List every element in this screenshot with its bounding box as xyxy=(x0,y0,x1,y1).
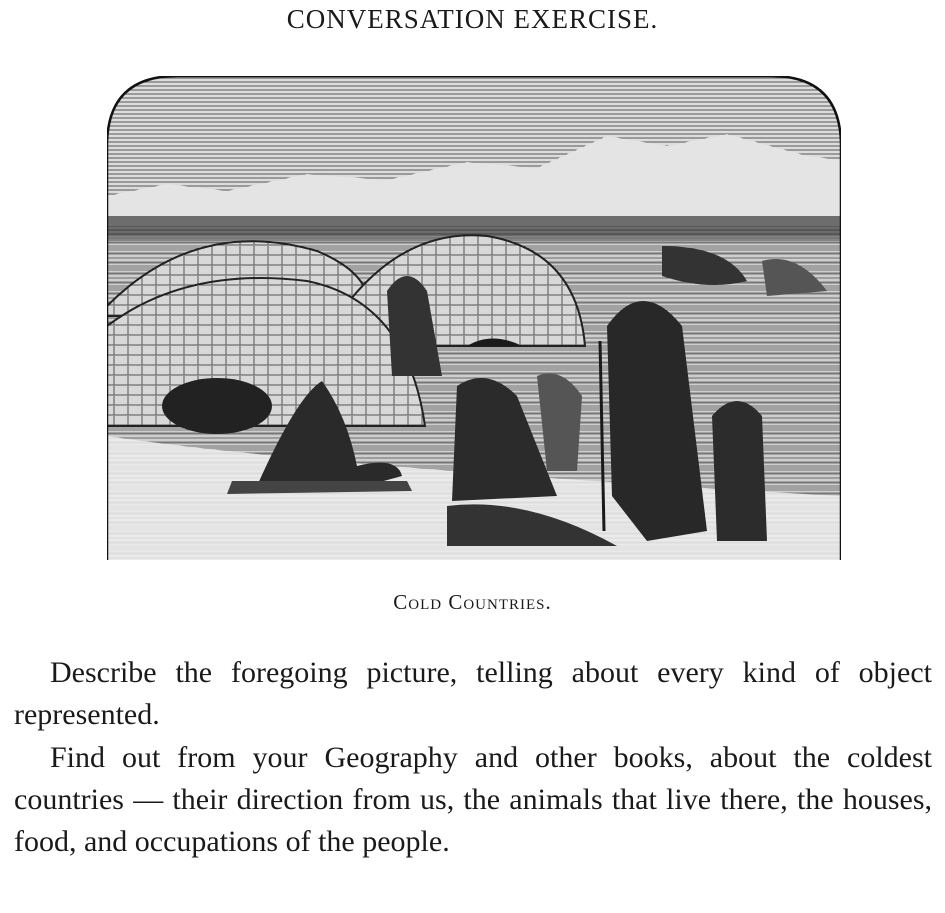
figure-caption: Cold Countries. xyxy=(393,590,552,614)
page-title: CONVERSATION EXERCISE. xyxy=(286,4,659,34)
paragraph-describe: Describe the foregoing picture, telling about every kind of object represented. xyxy=(14,656,932,731)
engraving-illustration xyxy=(107,76,841,560)
paragraph-find-out: Find out from your Geography and other books, about the coldest countries — their direction from us, the animals that live there, the houses, food, and occupations of the people. xyxy=(14,741,932,858)
